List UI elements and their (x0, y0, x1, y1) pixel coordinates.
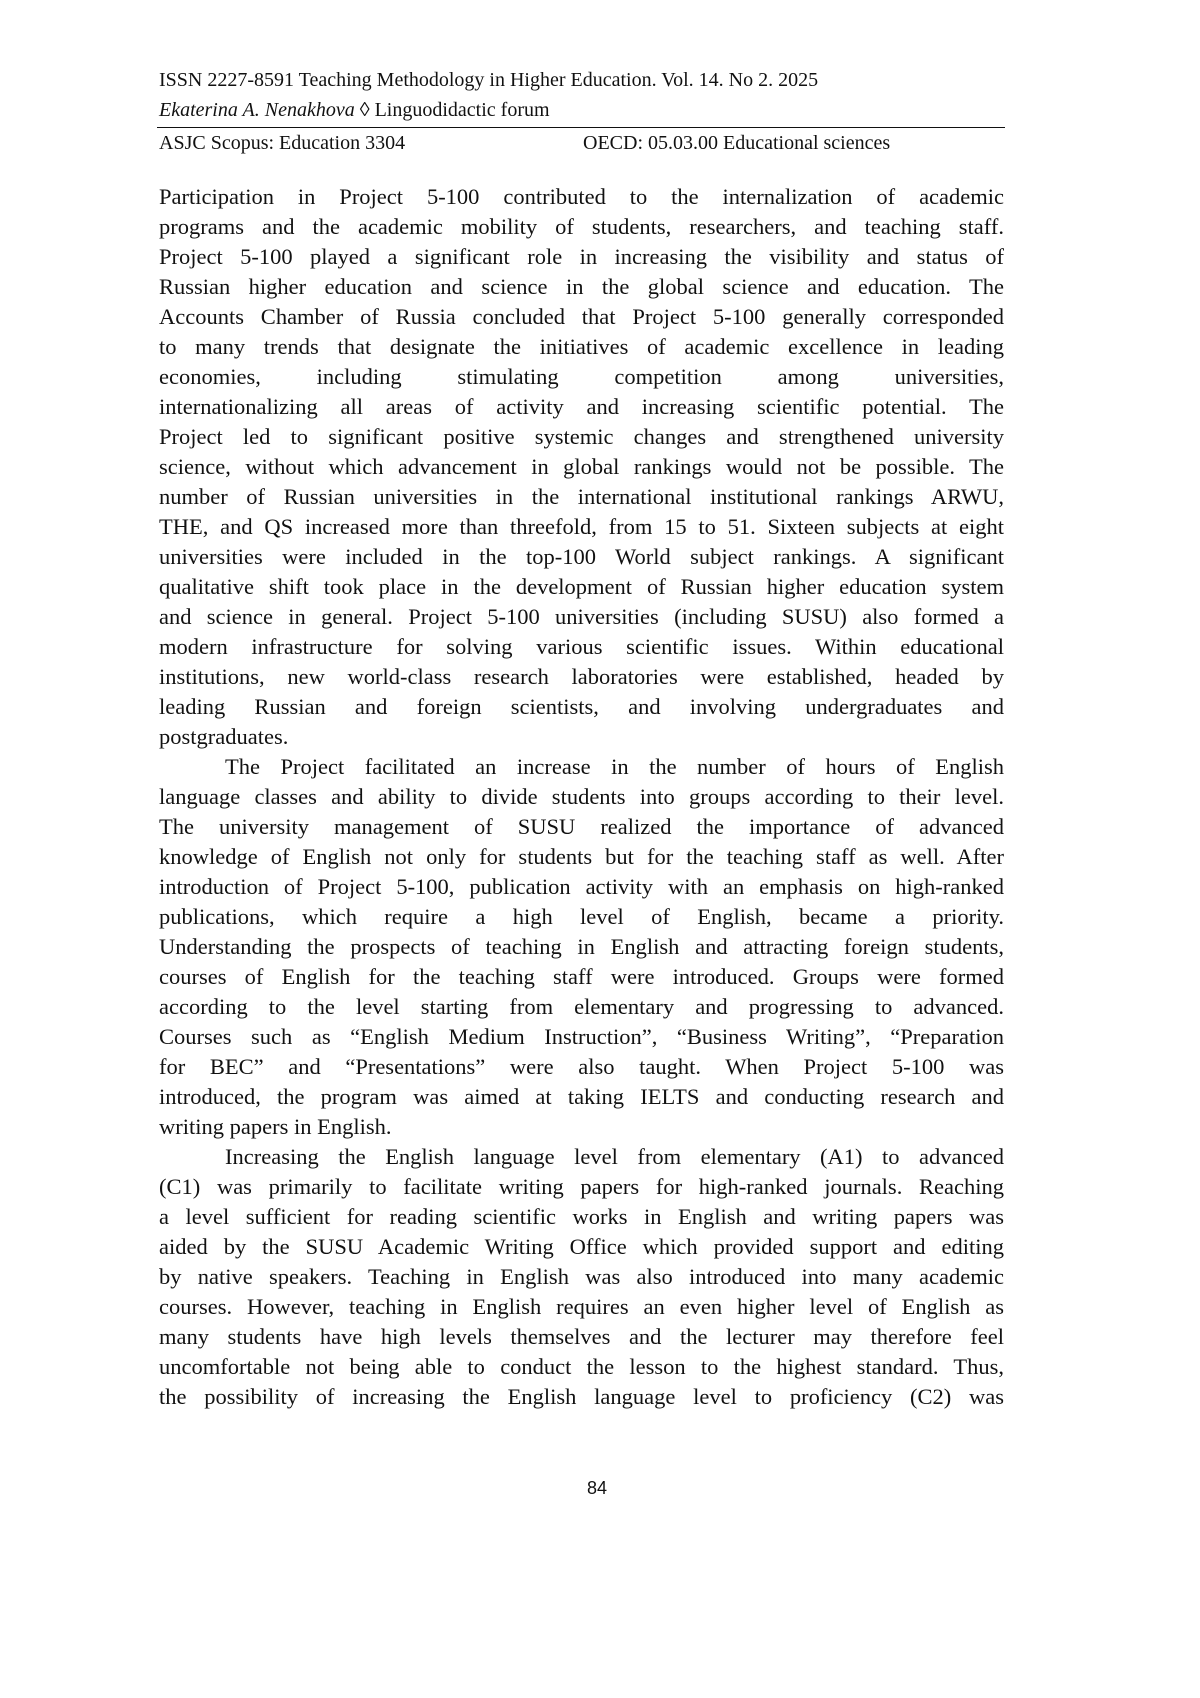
text-line: number of Russian universities in the international institutional rankings ARWU, (159, 484, 1004, 509)
text-line: a level sufficient for reading scientific works in English and writing papers was (159, 1204, 1004, 1229)
text-line: economies, including stimulating competition among universities, (159, 364, 1004, 389)
text-line: programs and the academic mobility of students, researchers, and teaching staff. (159, 214, 1004, 239)
text-line: for BEC” and “Presentations” were also taught. When Project 5-100 was (159, 1054, 1004, 1079)
text-line: and science in general. Project 5-100 universities (including SUSU) also formed a (159, 604, 1004, 629)
text-line: by native speakers. Teaching in English was also introduced into many academic (159, 1264, 1004, 1289)
header-rule (157, 127, 1005, 128)
text-line: (C1) was primarily to facilitate writing papers for high-ranked journals. Reaching (159, 1174, 1004, 1199)
text-line: introduction of Project 5-100, publication activity with an emphasis on high-ranked (159, 874, 1004, 899)
oecd-classification: OECD: 05.03.00 Educational sciences (583, 132, 891, 154)
body-text (159, 182, 1004, 1412)
text-line: language classes and ability to divide students into groups according to their level. (159, 784, 1004, 809)
text-line: modern infrastructure for solving various scientific issues. Within educational (159, 634, 1004, 659)
diamond-separator: ◊ (354, 99, 375, 121)
paragraph (159, 1142, 1004, 1412)
text-line: Courses such as “English Medium Instruction”, “Business Writing”, “Preparation (159, 1024, 1004, 1049)
author-name: Ekaterina A. Nenakhova (159, 99, 355, 121)
text-line: to many trends that designate the initiatives of academic excellence in leading (159, 334, 1004, 359)
text-line: The university management of SUSU realized the importance of advanced (159, 814, 1004, 839)
text-line: universities were included in the top-100 World subject rankings. A significant (159, 544, 1004, 569)
text-line: The Project facilitated an increase in the number of hours of English (225, 754, 1004, 779)
text-line: knowledge of English not only for students but for the teaching staff as well. After (159, 844, 1004, 869)
text-line: internationalizing all areas of activity and increasing scientific potential. The (159, 394, 1004, 419)
text-line: Understanding the prospects of teaching in English and attracting foreign students, (159, 934, 1004, 959)
text-line: Accounts Chamber of Russia concluded that Project 5-100 generally corresponded (159, 304, 1004, 329)
section-name: Linguodidactic forum (374, 99, 550, 121)
journal-header: ISSN 2227-8591 Teaching Methodology in Higher Education. Vol. 14. No 2. 2025 (159, 69, 819, 91)
text-line: Project 5-100 played a significant role in increasing the visibility and status of (159, 244, 1004, 269)
text-line: aided by the SUSU Academic Writing Office which provided support and editing (159, 1234, 1004, 1259)
text-line: according to the level starting from elementary and progressing to advanced. (159, 994, 1004, 1019)
text-line: courses of English for the teaching staff were introduced. Groups were formed (159, 964, 1004, 989)
text-line: postgraduates. (159, 724, 289, 749)
text-line: leading Russian and foreign scientists, and involving undergraduates and (159, 694, 1004, 719)
paragraph (159, 752, 1004, 1142)
text-line: Participation in Project 5-100 contributed to the internalization of academic (159, 184, 1004, 209)
text-line: Russian higher education and science in the global science and education. The (159, 274, 1004, 299)
text-line: Increasing the English language level from elementary (A1) to advanced (225, 1144, 1004, 1169)
page-number: 84 (586, 1478, 608, 1498)
text-line: Project led to significant positive systemic changes and strengthened university (159, 424, 1004, 449)
running-head (159, 98, 550, 122)
text-line: writing papers in English. (159, 1114, 392, 1139)
text-line: the possibility of increasing the English language level to proficiency (C2) was (159, 1384, 1004, 1409)
text-line: institutions, new world-class research laboratories were established, headed by (159, 664, 1004, 689)
text-line: many students have high levels themselves and the lecturer may therefore feel (159, 1324, 1004, 1349)
text-line: qualitative shift took place in the development of Russian higher education system (159, 574, 1004, 599)
paragraph (159, 182, 1004, 752)
text-line: science, without which advancement in global rankings would not be possible. The (159, 454, 1004, 479)
text-line: THE, and QS increased more than threefold, from 15 to 51. Sixteen subjects at eight (159, 514, 1004, 539)
text-line: uncomfortable not being able to conduct the lesson to the highest standard. Thus, (159, 1354, 1004, 1379)
text-line: publications, which require a high level of English, became a priority. (159, 904, 1004, 929)
text-line: courses. However, teaching in English requires an even higher level of English as (159, 1294, 1004, 1319)
asjc-classification: ASJC Scopus: Education 3304 (159, 132, 406, 154)
text-line: introduced, the program was aimed at taking IELTS and conducting research and (159, 1084, 1004, 1109)
